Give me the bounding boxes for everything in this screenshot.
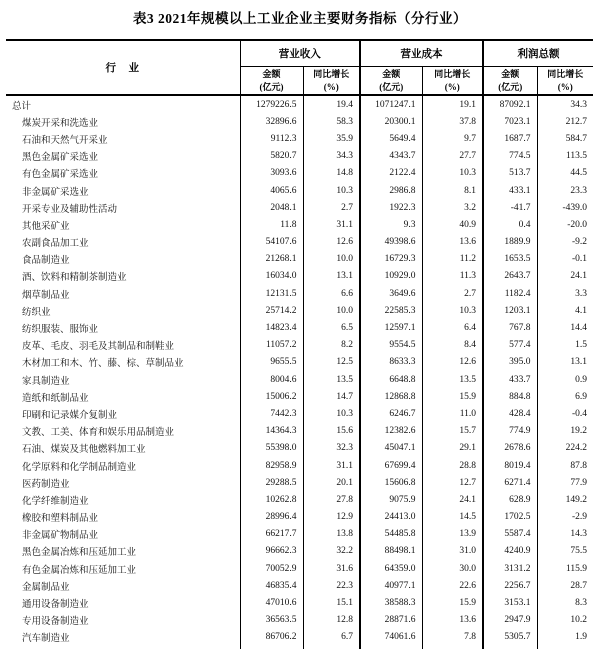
table-row	[6, 337, 593, 354]
value-cell: 3.2	[422, 199, 483, 216]
value-cell: 3649.6	[360, 285, 422, 302]
table-row	[6, 423, 593, 440]
table-row	[6, 629, 593, 646]
value-cell: 58.3	[303, 113, 360, 130]
industry-name-cell: 有色金属冶炼和压延加工业	[6, 560, 240, 577]
value-cell: 9112.3	[240, 130, 303, 147]
table-row	[6, 491, 593, 508]
value-cell: 3.3	[575, 288, 587, 299]
value-cell: 8.4	[422, 337, 483, 354]
value-cell: 1.9	[575, 632, 587, 643]
value-cell: 27.8	[303, 491, 360, 508]
industry-name-cell: 石油和天然气开采业	[6, 130, 240, 147]
value-cell: 29288.5	[240, 474, 303, 491]
table-row	[6, 148, 593, 165]
value-cell: 6.5	[303, 319, 360, 336]
table-row	[6, 95, 593, 113]
value-cell: 13.1	[570, 357, 587, 368]
value-cell: 5305.7	[483, 629, 537, 646]
value-cell: 4240.9	[483, 543, 537, 560]
value-cell: 28871.6	[360, 612, 422, 629]
value-cell: 64359.0	[360, 560, 422, 577]
industry-name-cell: 有色金属矿采选业	[6, 165, 240, 182]
value-cell: 113.5	[565, 151, 587, 162]
value-cell: 6.6	[303, 285, 360, 302]
value-cell: 7.8	[422, 629, 483, 646]
industry-name-cell: 黑色金属矿采选业	[6, 148, 240, 165]
table-row	[6, 457, 593, 474]
table-row	[6, 182, 593, 199]
value-cell: 12.6	[303, 234, 360, 251]
value-cell: 10929.0	[360, 268, 422, 285]
value-cell: 6.9	[575, 391, 587, 402]
value-cell: 86706.2	[240, 629, 303, 646]
value-cell: 16729.3	[360, 251, 422, 268]
value-cell: 584.7	[565, 133, 587, 144]
value-cell: 14.3	[570, 529, 587, 540]
table-row	[6, 577, 593, 594]
value-cell: 24413.0	[360, 509, 422, 526]
value-cell: 428.4	[483, 405, 537, 422]
value-cell: 774.5	[483, 148, 537, 165]
value-cell: 2.7	[422, 285, 483, 302]
value-cell: 224.2	[565, 443, 587, 454]
value-cell: 11057.2	[240, 337, 303, 354]
profit-growth-header: 同比增长 (%)	[537, 67, 593, 96]
value-cell: 13.5	[422, 371, 483, 388]
table-title: 表3 2021年规模以上工业企业主要财务指标（分行业）	[132, 11, 468, 26]
value-cell: 70052.9	[240, 560, 303, 577]
value-cell: 54107.6	[240, 234, 303, 251]
table-row	[6, 405, 593, 422]
value-cell: 40977.1	[360, 577, 422, 594]
value-cell: 12.5	[303, 354, 360, 371]
value-cell: 87.8	[570, 460, 587, 471]
value-cell: 8004.6	[240, 371, 303, 388]
value-cell: 7023.1	[483, 113, 537, 130]
value-cell: 0.4	[483, 216, 537, 233]
value-cell: 13.8	[303, 526, 360, 543]
industry-name-cell: 专用设备制造业	[6, 612, 240, 629]
value-cell: 14.8	[303, 165, 360, 182]
profit-group-header: 利润总额	[483, 40, 593, 67]
value-cell: 28996.4	[240, 509, 303, 526]
value-cell: -9.2	[571, 237, 587, 248]
value-cell: 30.0	[422, 560, 483, 577]
value-cell: 44.5	[570, 168, 587, 179]
value-cell: 115.9	[565, 563, 587, 574]
value-cell: 5649.4	[360, 130, 422, 147]
value-cell: 11.0	[422, 405, 483, 422]
value-cell: 10.3	[303, 405, 360, 422]
industry-name-cell: 化学纤维制造业	[6, 491, 240, 508]
value-cell: 15.1	[303, 594, 360, 611]
value-cell: 13.9	[422, 526, 483, 543]
value-cell: 9.7	[422, 130, 483, 147]
value-cell: 2256.7	[483, 577, 537, 594]
value-cell: 31.6	[303, 560, 360, 577]
value-cell: 10.3	[422, 165, 483, 182]
industry-name-cell: 化学原料和化学制品制造业	[6, 457, 240, 474]
value-cell: 8633.3	[360, 354, 422, 371]
value-cell: 15006.2	[240, 388, 303, 405]
value-cell: 35.9	[303, 130, 360, 147]
revenue-growth-header: 同比增长 (%)	[303, 67, 360, 96]
industry-name-cell: 食品制造业	[6, 251, 240, 268]
value-cell: 15.7	[422, 423, 483, 440]
value-cell: -0.4	[571, 408, 587, 419]
industry-name-cell: 印刷和记录媒介复制业	[6, 405, 240, 422]
table-row	[6, 594, 593, 611]
industry-name-cell: 纺织服装、服饰业	[6, 319, 240, 336]
industry-name-cell: 开采专业及辅助性活动	[6, 199, 240, 216]
industry-name-cell: 其他采矿业	[6, 216, 240, 233]
industry-name-cell: 汽车制造业	[6, 629, 240, 646]
value-cell: 15.6	[303, 423, 360, 440]
value-cell: 2986.8	[360, 182, 422, 199]
industry-name-cell: 家具制造业	[6, 371, 240, 388]
industry-name-cell: 通用设备制造业	[6, 594, 240, 611]
value-cell: 11.8	[240, 216, 303, 233]
value-cell: 1071247.1	[360, 95, 422, 113]
value-cell: 38588.3	[360, 594, 422, 611]
value-cell: 13.5	[303, 371, 360, 388]
value-cell: 14.5	[422, 509, 483, 526]
value-cell: 40.9	[422, 216, 483, 233]
value-cell: -439.0	[562, 202, 587, 213]
value-cell: 32.3	[303, 440, 360, 457]
revenue-group-header: 营业收入	[240, 40, 360, 67]
value-cell: 12.6	[422, 354, 483, 371]
table-row	[6, 268, 593, 285]
value-cell: 3093.6	[240, 165, 303, 182]
value-cell: 767.8	[483, 319, 537, 336]
industry-name-cell: 农副食品加工业	[6, 234, 240, 251]
value-cell: 31.0	[422, 543, 483, 560]
value-cell: 8.3	[575, 598, 587, 609]
cost-group-header: 营业成本	[360, 40, 483, 67]
value-cell: 9075.9	[360, 491, 422, 508]
value-cell: 433.1	[483, 182, 537, 199]
financial-indicators-table	[6, 39, 593, 649]
value-cell: 2947.9	[483, 612, 537, 629]
value-cell: 513.7	[483, 165, 537, 182]
value-cell: 433.7	[483, 371, 537, 388]
value-cell: 75.5	[570, 546, 587, 557]
industry-name-cell: 医药制造业	[6, 474, 240, 491]
industry-name-cell: 金属制品业	[6, 577, 240, 594]
value-cell: 8.2	[303, 337, 360, 354]
value-cell: 31.1	[303, 216, 360, 233]
value-cell: 0.9	[575, 374, 587, 385]
value-cell: 20300.1	[360, 113, 422, 130]
value-cell: 4.1	[575, 305, 587, 316]
table-row	[6, 509, 593, 526]
table-row	[6, 526, 593, 543]
value-cell: 19.2	[570, 426, 587, 437]
table-row	[6, 302, 593, 319]
value-cell: 12131.5	[240, 285, 303, 302]
industry-name-cell: 纺织业	[6, 302, 240, 319]
industry-name-cell: 黑色金属冶炼和压延加工业	[6, 543, 240, 560]
value-cell: 77.9	[570, 477, 587, 488]
value-cell: 1922.3	[360, 199, 422, 216]
value-cell: 8.1	[422, 182, 483, 199]
value-cell: 1.5	[575, 340, 587, 351]
table-row	[6, 285, 593, 302]
value-cell: 10.3	[422, 302, 483, 319]
value-cell: 82958.9	[240, 457, 303, 474]
value-cell: 47010.6	[240, 594, 303, 611]
value-cell: 9655.5	[240, 354, 303, 371]
value-cell: 19.4	[303, 95, 360, 113]
value-cell: 9554.5	[360, 337, 422, 354]
value-cell: 55398.0	[240, 440, 303, 457]
value-cell: 25714.2	[240, 302, 303, 319]
value-cell: 28.7	[570, 580, 587, 591]
value-cell: 884.8	[483, 388, 537, 405]
industry-name-cell: 文教、工美、体育和娱乐用品制造业	[6, 423, 240, 440]
value-cell: 34.3	[303, 148, 360, 165]
value-cell: 6.4	[422, 319, 483, 336]
value-cell: 96662.3	[240, 543, 303, 560]
industry-name-cell: 总计	[6, 95, 240, 113]
table-row	[6, 216, 593, 233]
table-body	[6, 95, 593, 649]
table-row	[6, 113, 593, 130]
value-cell: 2643.7	[483, 268, 537, 285]
value-cell: 10262.8	[240, 491, 303, 508]
value-cell: 36563.5	[240, 612, 303, 629]
industry-name-cell: 石油、煤炭及其他燃料加工业	[6, 440, 240, 457]
value-cell: 22.3	[303, 577, 360, 594]
value-cell: 1653.5	[483, 251, 537, 268]
value-cell: 12.9	[303, 509, 360, 526]
value-cell: 10.0	[303, 302, 360, 319]
cost-growth-header: 同比增长 (%)	[422, 67, 483, 96]
value-cell: 15.9	[422, 594, 483, 611]
value-cell: 1203.1	[483, 302, 537, 319]
value-cell: 46835.4	[240, 577, 303, 594]
industry-name-cell: 橡胶和塑料制品业	[6, 509, 240, 526]
value-cell: 3153.1	[483, 594, 537, 611]
value-cell: 24.1	[570, 271, 587, 282]
value-cell: 74061.6	[360, 629, 422, 646]
value-cell: 20.1	[303, 474, 360, 491]
value-cell: 29.1	[422, 440, 483, 457]
value-cell: 15.9	[422, 388, 483, 405]
value-cell: 66217.7	[240, 526, 303, 543]
value-cell: 1279226.5	[240, 95, 303, 113]
value-cell: 395.0	[483, 354, 537, 371]
table-row	[6, 354, 593, 371]
value-cell: 4065.6	[240, 182, 303, 199]
table-row	[6, 371, 593, 388]
value-cell: 45047.1	[360, 440, 422, 457]
value-cell: 12.7	[422, 474, 483, 491]
value-cell: 28.8	[422, 457, 483, 474]
value-cell: 1889.9	[483, 234, 537, 251]
value-cell: 22585.3	[360, 302, 422, 319]
value-cell: 5820.7	[240, 148, 303, 165]
value-cell: 87092.1	[483, 95, 537, 113]
value-cell: 49398.6	[360, 234, 422, 251]
value-cell: 774.9	[483, 423, 537, 440]
value-cell: 10.2	[570, 615, 587, 626]
value-cell: 14823.4	[240, 319, 303, 336]
value-cell: 13.1	[303, 268, 360, 285]
value-cell: 21268.1	[240, 251, 303, 268]
value-cell: 67699.4	[360, 457, 422, 474]
value-cell: 10.0	[303, 251, 360, 268]
value-cell: 31.1	[303, 457, 360, 474]
value-cell: 23.3	[570, 185, 587, 196]
profit-amount-header: 金额 (亿元)	[483, 67, 537, 96]
industry-name-cell: 烟草制品业	[6, 285, 240, 302]
value-cell: -41.7	[483, 199, 537, 216]
value-cell: 5587.4	[483, 526, 537, 543]
value-cell: 10.3	[303, 182, 360, 199]
value-cell: 54485.8	[360, 526, 422, 543]
value-cell: 6246.7	[360, 405, 422, 422]
value-cell: 12597.1	[360, 319, 422, 336]
table-row	[6, 440, 593, 457]
value-cell: 11.2	[422, 251, 483, 268]
table-row	[6, 251, 593, 268]
table-row	[6, 199, 593, 216]
value-cell: 628.9	[483, 491, 537, 508]
table-row	[6, 474, 593, 491]
value-cell: 2678.6	[483, 440, 537, 457]
industry-column-header: 行 业	[6, 40, 240, 95]
value-cell: 12382.6	[360, 423, 422, 440]
value-cell: 11.3	[422, 268, 483, 285]
value-cell: 32.2	[303, 543, 360, 560]
revenue-amount-header: 金额 (亿元)	[240, 67, 303, 96]
value-cell: 2122.4	[360, 165, 422, 182]
value-cell: 24.1	[422, 491, 483, 508]
cost-amount-header: 金额 (亿元)	[360, 67, 422, 96]
value-cell: 6648.8	[360, 371, 422, 388]
value-cell: 13.6	[422, 234, 483, 251]
value-cell: 32896.6	[240, 113, 303, 130]
value-cell: 88498.1	[360, 543, 422, 560]
value-cell: 14364.3	[240, 423, 303, 440]
industry-name-cell: 非金属矿物制品业	[6, 526, 240, 543]
table-header	[6, 40, 593, 95]
value-cell: -2.9	[571, 512, 587, 523]
value-cell: 7442.3	[240, 405, 303, 422]
value-cell: 9.3	[360, 216, 422, 233]
value-cell: 1702.5	[483, 509, 537, 526]
value-cell: 37.8	[422, 113, 483, 130]
value-cell: 3131.2	[483, 560, 537, 577]
group-header-row	[6, 40, 593, 67]
value-cell: 8019.4	[483, 457, 537, 474]
table-row	[6, 319, 593, 336]
value-cell: 15606.8	[360, 474, 422, 491]
industry-name-cell: 皮革、毛皮、羽毛及其制品和制鞋业	[6, 337, 240, 354]
value-cell: 14.7	[303, 388, 360, 405]
value-cell: 13.6	[422, 612, 483, 629]
industry-name-cell: 酒、饮料和精制茶制造业	[6, 268, 240, 285]
table-row	[6, 388, 593, 405]
value-cell: 19.1	[422, 95, 483, 113]
value-cell: 27.7	[422, 148, 483, 165]
table-row	[6, 560, 593, 577]
table-row	[6, 543, 593, 560]
value-cell: 22.6	[422, 577, 483, 594]
value-cell: 4343.7	[360, 148, 422, 165]
value-cell: 1687.7	[483, 130, 537, 147]
table-row	[6, 234, 593, 251]
industry-name-cell: 非金属矿采选业	[6, 182, 240, 199]
value-cell: 14.4	[570, 323, 587, 334]
value-cell: 6.7	[303, 629, 360, 646]
industry-name-cell: 木材加工和木、竹、藤、棕、草制品业	[6, 354, 240, 371]
value-cell: 12868.8	[360, 388, 422, 405]
industry-name-cell: 造纸和纸制品业	[6, 388, 240, 405]
value-cell: 16034.0	[240, 268, 303, 285]
industry-name-cell: 煤炭开采和洗选业	[6, 113, 240, 130]
value-cell: 1182.4	[483, 285, 537, 302]
value-cell: 212.7	[565, 116, 587, 127]
table-row	[6, 612, 593, 629]
value-cell: 6271.4	[483, 474, 537, 491]
value-cell: 577.4	[483, 337, 537, 354]
value-cell: 2048.1	[240, 199, 303, 216]
value-cell: 2.7	[303, 199, 360, 216]
value-cell: 12.8	[303, 612, 360, 629]
value-cell: -20.0	[567, 219, 587, 230]
value-cell: -0.1	[571, 254, 587, 265]
table-row	[6, 165, 593, 182]
value-cell: 34.3	[570, 99, 587, 110]
table-row	[6, 130, 593, 147]
value-cell: 149.2	[565, 494, 587, 505]
